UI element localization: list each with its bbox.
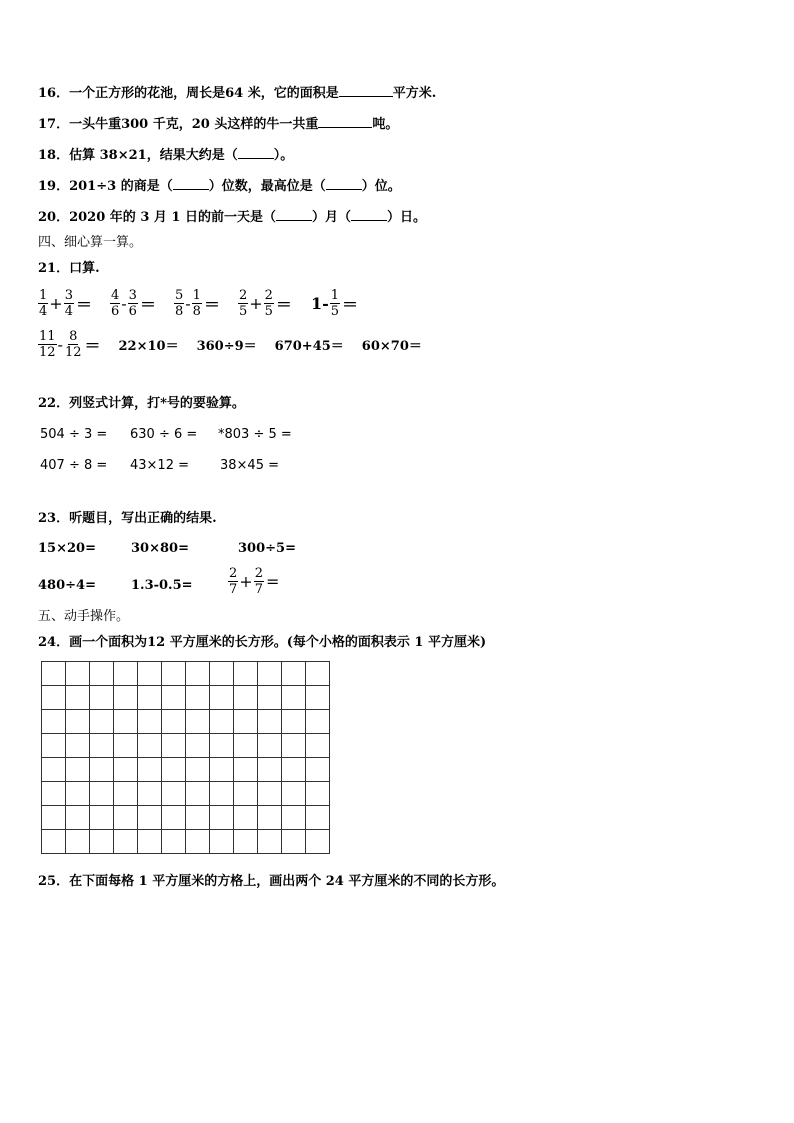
grid-cell[interactable] (42, 662, 66, 686)
mental-math-row-1 (38, 288, 376, 319)
section-heading-5: 五、动手操作。 (38, 609, 130, 624)
grid-cell[interactable] (234, 734, 258, 758)
question-text: 2020 年的 3 月 1 日的前一天是（ (69, 210, 276, 225)
question-number: 19． (38, 179, 70, 194)
grid-cell[interactable] (258, 662, 282, 686)
grid-cell[interactable] (162, 662, 186, 686)
grid-cell[interactable] (162, 806, 186, 830)
grid-cell[interactable] (114, 758, 138, 782)
operator: - (121, 294, 127, 313)
grid-cell[interactable] (258, 806, 282, 830)
question-text: 一个正方形的花池，周长是64 米，它的面积是 (69, 86, 339, 101)
numerator: 2 (238, 288, 248, 303)
grid-cell[interactable] (210, 710, 234, 734)
vertical-calc-item: *803 ÷ 5 = (218, 427, 292, 442)
grid-cell[interactable] (114, 830, 138, 854)
vertical-calc-item: 38×45 = (220, 458, 280, 473)
grid-cell[interactable] (90, 782, 114, 806)
vertical-calc-item: 504 ÷ 3 = (40, 427, 108, 442)
denominator: 8 (192, 304, 201, 319)
grid-cell[interactable] (282, 686, 306, 710)
grid-cell[interactable] (186, 758, 210, 782)
grid-cell[interactable] (234, 806, 258, 830)
grid-cell[interactable] (234, 662, 258, 686)
grid-cell[interactable] (282, 734, 306, 758)
grid-cell[interactable] (258, 686, 282, 710)
grid-cell[interactable] (90, 830, 114, 854)
fraction-expression (310, 288, 358, 319)
grid-cell[interactable] (90, 758, 114, 782)
question-22-title: 22．列竖式计算，打*号的要验算。 (38, 396, 245, 411)
fraction-expression (38, 329, 101, 360)
answer-blank[interactable] (173, 176, 209, 190)
question-text: 一头牛重300 千克，20 头这样的牛一共重 (69, 117, 319, 132)
grid-cell[interactable] (66, 662, 90, 686)
numerator: 1 (192, 288, 201, 303)
equals-sign: ＝ (75, 295, 92, 314)
grid-cell[interactable] (162, 782, 186, 806)
grid-cell[interactable] (282, 710, 306, 734)
denominator: 5 (330, 304, 339, 319)
grid-cell[interactable] (186, 710, 210, 734)
denominator: 7 (229, 582, 238, 597)
grid-row (42, 686, 330, 710)
vertical-calc-item: 43×12 = (130, 458, 190, 473)
grid-cell[interactable] (162, 734, 186, 758)
grid-cell[interactable] (42, 686, 66, 710)
equals-sign: ＝ (139, 295, 156, 314)
grid-cell[interactable] (234, 830, 258, 854)
numerator: 5 (174, 288, 184, 303)
denominator: 7 (254, 582, 263, 597)
grid-cell[interactable] (138, 710, 162, 734)
grid-cell[interactable] (66, 758, 90, 782)
question-number: 20． (38, 210, 70, 225)
leading-term: 1- (310, 294, 329, 313)
denominator: 4 (39, 304, 48, 319)
question-text: ）月（ (312, 210, 352, 225)
numerator: 2 (264, 288, 273, 303)
math-expression: 360÷9＝ (196, 339, 257, 354)
grid-cell[interactable] (306, 782, 330, 806)
math-expression: 60×70＝ (361, 339, 422, 354)
grid-cell[interactable] (186, 830, 210, 854)
grid-cell[interactable] (210, 830, 234, 854)
question-text: 估算 38×21，结果大约是（ (69, 148, 238, 163)
listening-calc-item: 15×20= (38, 541, 96, 556)
grid-cell[interactable] (66, 830, 90, 854)
grid-row (42, 758, 330, 782)
grid-row (42, 806, 330, 830)
grid-cell[interactable] (306, 758, 330, 782)
operator: - (57, 335, 63, 354)
equals-sign: ＝ (275, 295, 292, 314)
grid-row (42, 782, 330, 806)
grid-cell[interactable] (42, 782, 66, 806)
equals-sign: ＝ (84, 336, 101, 355)
grid-cell[interactable] (186, 782, 210, 806)
grid-cell[interactable] (186, 686, 210, 710)
question-24-title: 24．画一个面积为12 平方厘米的长方形。(每个小格的面积表示 1 平方厘米) (38, 635, 487, 650)
grid-cell[interactable] (114, 686, 138, 710)
grid-cell[interactable] (258, 830, 282, 854)
grid-cell[interactable] (282, 830, 306, 854)
equals-sign: ＝ (342, 295, 359, 314)
listening-calc-item: 480÷4= (38, 578, 96, 593)
grid-cell[interactable] (234, 782, 258, 806)
denominator: 8 (174, 304, 184, 319)
fraction-expression (228, 566, 279, 597)
vertical-calc-item: 407 ÷ 8 = (40, 458, 108, 473)
question-18 (38, 145, 293, 165)
grid-cell[interactable] (282, 806, 306, 830)
grid-cell[interactable] (66, 734, 90, 758)
grid-cell[interactable] (210, 782, 234, 806)
numerator: 11 (39, 329, 56, 344)
grid-cell[interactable] (306, 830, 330, 854)
grid-cell[interactable] (114, 662, 138, 686)
numerator: 3 (128, 288, 137, 303)
grid-cell[interactable] (306, 686, 330, 710)
grid-cell[interactable] (282, 782, 306, 806)
answer-blank[interactable] (276, 207, 312, 221)
math-expression: 22×10＝ (118, 339, 179, 354)
grid-cell[interactable] (138, 662, 162, 686)
question-23-title: 23．听题目，写出正确的结果. (38, 511, 217, 526)
grid-cell[interactable] (210, 758, 234, 782)
grid-cell[interactable] (42, 758, 66, 782)
grid-cell[interactable] (90, 734, 114, 758)
answer-blank[interactable] (351, 207, 387, 221)
grid-cell[interactable] (138, 830, 162, 854)
fraction-expression (38, 288, 92, 319)
numerator: 1 (39, 288, 48, 303)
grid-cell[interactable] (234, 686, 258, 710)
answer-blank[interactable] (318, 114, 372, 128)
grid-row (42, 830, 330, 854)
operator: + (249, 294, 263, 313)
grid-cell[interactable] (90, 686, 114, 710)
denominator: 6 (128, 304, 137, 319)
numerator: 2 (229, 566, 238, 581)
grid-cell[interactable] (162, 710, 186, 734)
grid-cell[interactable] (306, 734, 330, 758)
numerator: 2 (254, 566, 263, 581)
grid-cell[interactable] (186, 734, 210, 758)
grid-cell[interactable] (114, 710, 138, 734)
grid-cell[interactable] (138, 758, 162, 782)
mental-math-row-2 (38, 329, 440, 360)
fraction-expression (238, 288, 292, 319)
fraction-expression (174, 288, 220, 319)
question-text: 平方米. (392, 86, 437, 101)
question-text: ）位。 (361, 179, 401, 194)
grid-cell[interactable] (42, 806, 66, 830)
denominator: 5 (264, 304, 273, 319)
grid-cell[interactable] (138, 782, 162, 806)
grid-cell[interactable] (42, 830, 66, 854)
question-20 (38, 207, 426, 227)
fraction-expression (110, 288, 156, 319)
grid-cell[interactable] (90, 806, 114, 830)
grid-cell[interactable] (210, 806, 234, 830)
equals-sign: = (265, 572, 280, 591)
listening-calc-item: 300÷5= (238, 541, 296, 556)
answer-blank[interactable] (238, 145, 274, 159)
denominator: 6 (110, 304, 120, 319)
grid-cell[interactable] (42, 734, 66, 758)
numerator: 8 (69, 329, 78, 344)
question-17 (38, 114, 398, 134)
grid-row (42, 662, 330, 686)
grid-cell[interactable] (306, 710, 330, 734)
grid-cell[interactable] (66, 710, 90, 734)
math-expression: 670+45＝ (274, 339, 344, 354)
denominator: 12 (39, 345, 56, 360)
operator: + (239, 572, 253, 591)
grid-cell[interactable] (306, 662, 330, 686)
grid-cell[interactable] (90, 710, 114, 734)
grid-cell[interactable] (162, 830, 186, 854)
question-16 (38, 83, 436, 103)
listening-calc-item: 30×80= (131, 541, 189, 556)
grid-cell[interactable] (42, 710, 66, 734)
grid-cell[interactable] (258, 758, 282, 782)
grid-row (42, 734, 330, 758)
grid-cell[interactable] (282, 758, 306, 782)
answer-blank[interactable] (326, 176, 362, 190)
grid-cell[interactable] (306, 806, 330, 830)
question-number: 18． (38, 148, 70, 163)
grid-cell[interactable] (258, 734, 282, 758)
question-text: 吨。 (372, 117, 399, 132)
denominator: 12 (64, 345, 82, 360)
grid-row (42, 710, 330, 734)
grid-cell[interactable] (162, 758, 186, 782)
grid-cell[interactable] (138, 686, 162, 710)
numerator: 4 (110, 288, 120, 303)
grid-cell[interactable] (66, 782, 90, 806)
grid-cell[interactable] (210, 734, 234, 758)
grid-cell[interactable] (234, 710, 258, 734)
numerator: 1 (330, 288, 339, 303)
listening-calc-item: 1.3-0.5= (131, 578, 193, 593)
section-heading-4: 四、细心算一算。 (38, 235, 143, 250)
question-text: ）。 (273, 148, 294, 163)
grid-cell[interactable] (138, 806, 162, 830)
question-text: 201÷3 的商是（ (69, 179, 173, 194)
question-number: 16． (38, 86, 70, 101)
drawing-grid[interactable] (41, 661, 330, 854)
grid-cell[interactable] (114, 734, 138, 758)
grid-cell[interactable] (186, 662, 210, 686)
grid-cell[interactable] (210, 662, 234, 686)
question-text: ）日。 (387, 210, 427, 225)
grid-cell[interactable] (114, 806, 138, 830)
grid-cell[interactable] (282, 662, 306, 686)
denominator: 5 (238, 304, 248, 319)
question-number: 17． (38, 117, 70, 132)
grid-cell[interactable] (66, 686, 90, 710)
grid-cell[interactable] (66, 806, 90, 830)
grid-cell[interactable] (162, 686, 186, 710)
vertical-calc-item: 630 ÷ 6 = (130, 427, 198, 442)
operator: + (49, 294, 63, 313)
denominator: 4 (64, 304, 73, 319)
grid-cell[interactable] (186, 806, 210, 830)
operator: - (185, 294, 191, 313)
grid-cell[interactable] (210, 686, 234, 710)
grid-cell[interactable] (90, 662, 114, 686)
question-text: ）位数，最高位是（ (208, 179, 326, 194)
grid-cell[interactable] (114, 782, 138, 806)
grid-cell[interactable] (234, 758, 258, 782)
grid-cell[interactable] (258, 710, 282, 734)
grid-cell[interactable] (138, 734, 162, 758)
question-21-title: 21．口算. (38, 261, 100, 276)
answer-blank[interactable] (339, 83, 393, 97)
grid-cell[interactable] (258, 782, 282, 806)
numerator: 3 (64, 288, 73, 303)
question-25-title: 25．在下面每格 1 平方厘米的方格上，画出两个 24 平方厘米的不同的长方形。 (38, 874, 505, 889)
equals-sign: ＝ (203, 295, 220, 314)
question-19 (38, 176, 401, 196)
